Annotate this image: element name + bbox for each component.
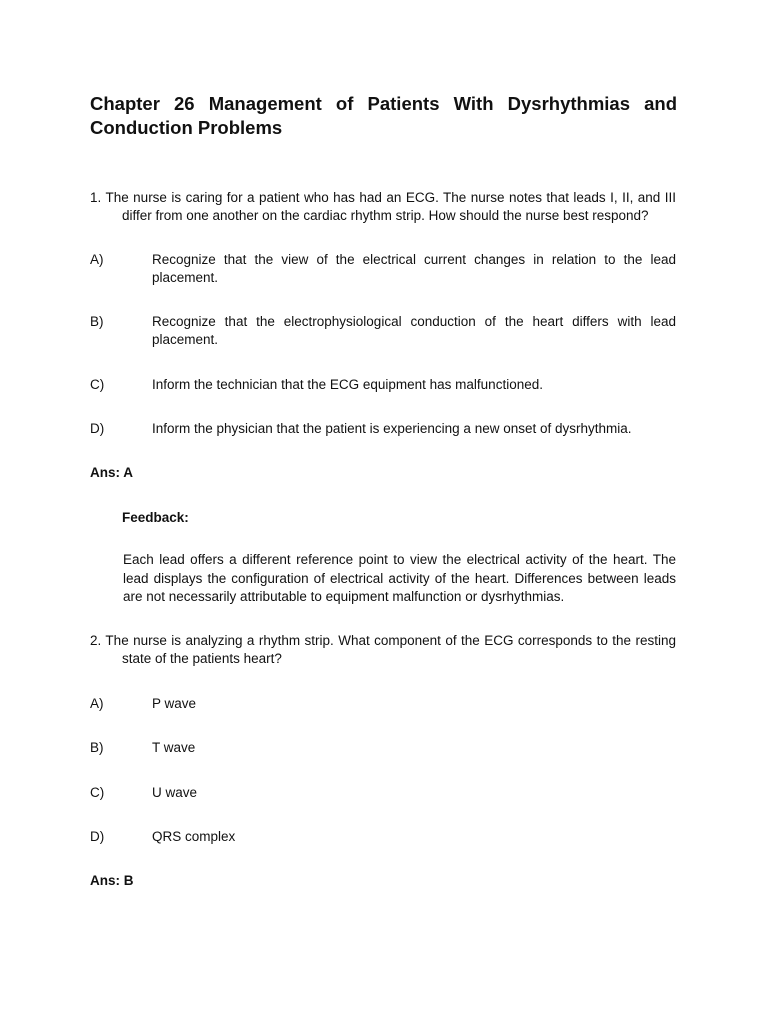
option-letter: B) — [90, 314, 104, 329]
option-text: P wave — [152, 696, 197, 711]
answer-label: Ans: — [90, 873, 120, 888]
option-letter: B) — [90, 740, 104, 755]
question-1-stem: 1. The nurse is caring for a patient who has had an ECG. The nurse notes that leads I, II, and III differ from one another on the cardiac rhythm strip. How should the nurse best respond? — [90, 190, 676, 223]
option-letter: C) — [90, 377, 105, 392]
answer-value: A — [123, 465, 133, 480]
option-text: Inform the physician that the patient is experiencing a new onset of dysrhythmia. — [152, 421, 632, 436]
option-text: U wave — [152, 785, 198, 800]
question-1-answer — [90, 464, 133, 482]
feedback-heading: Feedback: — [122, 510, 189, 525]
option-letter: D) — [90, 421, 105, 436]
answer-value: B — [123, 873, 134, 888]
option-letter: C) — [90, 785, 105, 800]
option-letter: A) — [90, 696, 104, 711]
option-text: Inform the technician that the ECG equipment has malfunctioned. — [152, 377, 543, 392]
option-text: Recognize that the view of the electrical current changes in relation to the lead placement. — [152, 252, 676, 285]
question-2-stem: 2. The nurse is analyzing a rhythm strip. What component of the ECG corresponds to the resting state of the patients heart? — [90, 633, 676, 666]
answer-label: Ans: — [90, 465, 120, 480]
option-text: QRS complex — [152, 829, 236, 844]
option-text: Recognize that the electrophysiological conduction of the heart differs with lead placement. — [152, 314, 676, 347]
feedback-text: Each lead offers a different reference point to view the electrical activity of the heart. The lead displays the configuration of electrical activity of the heart. Differences between leads are not necessarily attributable to equipment malfunction or dysrhythmias. — [123, 552, 676, 604]
question-2-answer — [90, 872, 134, 890]
option-letter: D) — [90, 829, 105, 844]
option-letter: A) — [90, 252, 104, 267]
chapter-title: Chapter 26 Management of Patients With Dysrhythmias and Conduction Problems — [90, 93, 677, 138]
option-text: T wave — [152, 740, 196, 755]
